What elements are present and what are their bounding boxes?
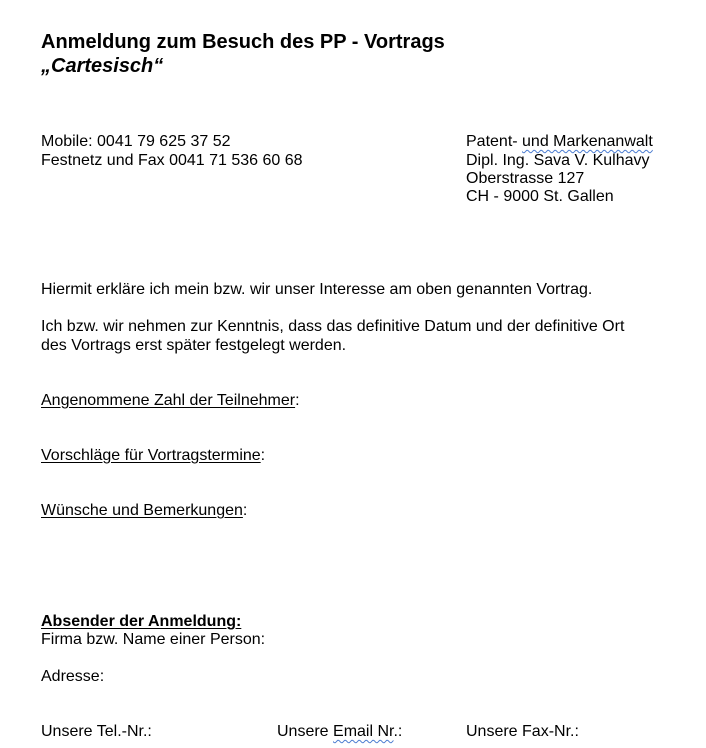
sender-heading: [41, 612, 241, 631]
fax-field: Unsere Fax-Nr.:: [466, 723, 579, 740]
sender-heading-colon: :: [235, 613, 242, 630]
participants-field: [41, 391, 300, 410]
attorney-name: Dipl. Ing. Sava V. Kulhavy: [466, 152, 650, 169]
profession-suffix: und Markenanwalt: [522, 133, 653, 150]
sender-heading-text: Absender der Anmeldung: [41, 613, 236, 630]
notice-line-1: Ich bzw. wir nehmen zur Kenntnis, dass das definitive Datum und der definitive Ort: [41, 318, 625, 335]
email-field: [277, 722, 402, 741]
email-suffix: .:: [393, 723, 403, 740]
wishes-field: [41, 501, 247, 520]
notice-line-2: des Vortrags erst später festgelegt werden.: [41, 337, 347, 354]
mobile-number: Mobile: 0041 79 625 37 52: [41, 133, 231, 150]
talk-title: „Cartesisch“: [41, 55, 164, 77]
participants-colon: :: [295, 392, 300, 409]
city-address: CH - 9000 St. Gallen: [466, 188, 614, 205]
profession-prefix: Patent-: [466, 133, 523, 150]
participants-label: Angenommene Zahl der Teilnehmer: [41, 392, 296, 409]
wishes-colon: :: [242, 502, 248, 519]
email-word: Email Nr: [333, 723, 394, 740]
interest-statement: Hiermit erkläre ich mein bzw. wir unser Interesse am oben genannten Vortrag.: [41, 281, 593, 298]
tel-field: Unsere Tel.-Nr.:: [41, 723, 152, 740]
dates-field: [41, 446, 265, 465]
form-title: Anmeldung zum Besuch des PP - Vortrags: [41, 31, 445, 53]
profession-line: [466, 132, 653, 151]
street-address: Oberstrasse 127: [466, 170, 585, 187]
company-field: Firma bzw. Name einer Person:: [41, 631, 266, 648]
wishes-label: Wünsche und Bemerkungen: [41, 502, 243, 519]
sender-address-field: Adresse:: [41, 668, 105, 685]
email-prefix: Unsere: [277, 723, 334, 740]
landline-fax-number: Festnetz und Fax 0041 71 536 60 68: [41, 152, 303, 169]
dates-colon: :: [260, 447, 266, 464]
dates-label: Vorschläge für Vortragstermine: [41, 447, 261, 464]
